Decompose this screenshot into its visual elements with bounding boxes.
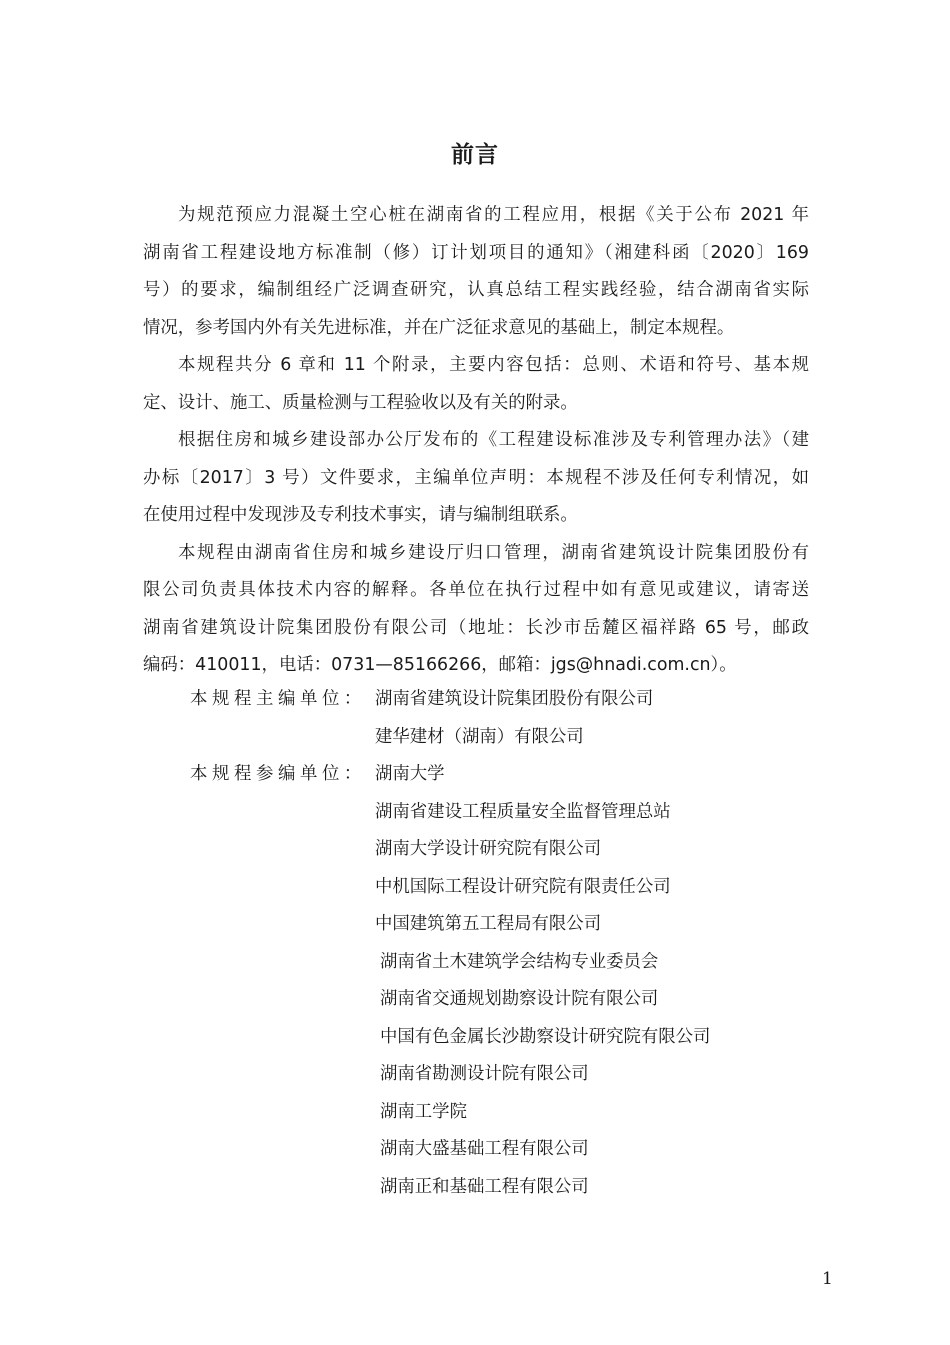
participating-unit-name: 中机国际工程设计研究院有限责任公司 (375, 876, 671, 897)
participating-unit-name: 湖南大盛基础工程有限公司 (380, 1139, 589, 1159)
paragraph-line: 情况，参考国内外有关先进标准，并在广泛征求意见的基础上，制定本规程。 (143, 317, 735, 338)
paragraph-patent (143, 422, 809, 535)
participating-unit-row (0, 981, 950, 1019)
chief-unit-name: 建华建材（湖南）有限公司 (375, 726, 584, 747)
paragraph-line: 号）的要求，编制组经广泛调查研究，认真总结工程实践经验，结合湖南省实际 (143, 280, 809, 300)
paragraph-contents (143, 347, 809, 422)
participating-unit-row (0, 869, 950, 907)
paragraph-purpose (143, 197, 809, 347)
chief-units-label: 本规程主编单位： (190, 689, 366, 709)
participating-unit-name: 湖南工学院 (380, 1101, 467, 1122)
paragraph-line: 湖南省工程建设地方标准制（修）订计划项目的通知》（湘建科函〔2020〕169 (143, 242, 809, 263)
paragraph-line: 湖南省建筑设计院集团股份有限公司（地址：长沙市岳麓区福祥路 65 号，邮政 (143, 617, 809, 638)
paragraph-line: 办标〔2017〕3 号）文件要求，主编单位声明：本规程不涉及任何专利情况，如 (143, 467, 809, 488)
chief-unit-row (0, 681, 950, 719)
participating-unit-row (0, 794, 950, 832)
paragraph-line: 为规范预应力混凝土空心桩在湖南省的工程应用，根据《关于公布 2021 年 (178, 205, 809, 225)
participating-unit-row (0, 1056, 950, 1094)
participating-unit-name: 湖南正和基础工程有限公司 (380, 1176, 589, 1197)
paragraph-line: 本规程由湖南省住房和城乡建设厅归口管理，湖南省建筑设计院集团股份有 (178, 542, 809, 563)
participating-unit-name: 中国建筑第五工程局有限公司 (375, 914, 602, 934)
participating-unit-row (0, 906, 950, 944)
participating-unit-name: 湖南大学 (375, 764, 445, 784)
paragraph-line: 限公司负责具体技术内容的解释。各单位在执行过程中如有意见或建议，请寄送 (143, 580, 809, 600)
participating-unit-row (0, 944, 950, 982)
participating-unit-name: 湖南大学设计研究院有限公司 (375, 839, 602, 859)
participating-unit-name: 湖南省建设工程质量安全监督管理总站 (375, 801, 671, 822)
participating-unit-name: 湖南省勘测设计院有限公司 (380, 1064, 589, 1084)
chief-unit-row (0, 719, 950, 757)
participating-unit-row (0, 831, 950, 869)
participating-unit-name: 湖南省土木建筑学会结构专业委员会 (380, 951, 659, 972)
participating-unit-row (0, 1094, 950, 1132)
paragraph-management (143, 535, 809, 685)
chief-unit-name: 湖南省建筑设计院集团股份有限公司 (375, 689, 654, 709)
participating-unit-row (0, 1131, 950, 1169)
paragraph-line: 本规程共分 6 章和 11 个附录，主要内容包括：总则、术语和符号、基本规 (178, 355, 809, 375)
participating-unit-row (0, 1169, 950, 1207)
participating-unit-name: 湖南省交通规划勘察设计院有限公司 (380, 989, 659, 1009)
page-number: 1 (822, 1269, 833, 1289)
participating-unit-name: 中国有色金属长沙勘察设计研究院有限公司 (380, 1026, 711, 1047)
paragraph-line: 在使用过程中发现涉及专利技术事实，请与编制组联系。 (143, 505, 578, 525)
units-list (0, 681, 950, 1206)
participating-unit-row (0, 1019, 950, 1057)
page-title: 前言 (451, 142, 499, 168)
paragraph-line: 编码：410011，电话：0731—85166266，邮箱：jgs@hnadi.com.cn）。 (143, 655, 737, 675)
participating-units-label: 本规程参编单位： (190, 764, 366, 784)
preface-body (143, 197, 809, 685)
participating-unit-row (0, 756, 950, 794)
paragraph-line: 根据住房和城乡建设部办公厅发布的《工程建设标准涉及专利管理办法》（建 (178, 430, 809, 450)
paragraph-line: 定、设计、施工、质量检测与工程验收以及有关的附录。 (143, 392, 578, 413)
